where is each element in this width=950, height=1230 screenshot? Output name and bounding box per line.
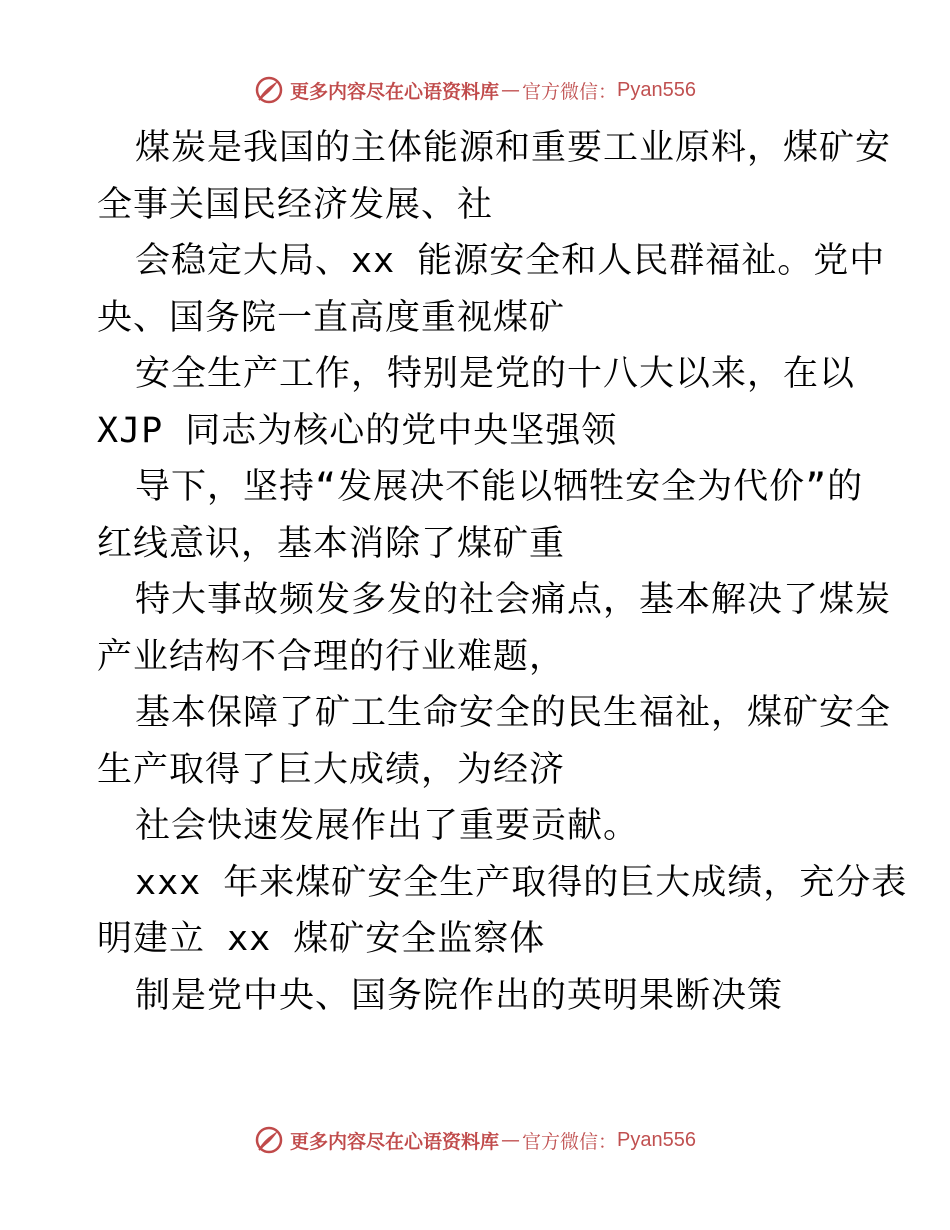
- text-line: 明建立 xx 煤矿安全监察体: [97, 919, 546, 959]
- banner-official-label: 官方微信：: [522, 80, 618, 103]
- banner-wechat-id: Pyan556: [617, 1128, 696, 1151]
- text-line: xxx 年来煤矿安全生产取得的巨大成绩，充分表: [135, 862, 908, 903]
- banner-dash: —: [501, 79, 521, 101]
- text-line: 红线意识，基本消除了煤矿重: [97, 523, 566, 564]
- quill-pen-logo-icon: [254, 75, 284, 105]
- text-line: 会稳定大局、xx 能源安全和人民群福祉。党中: [135, 241, 886, 281]
- text-line: 导下，坚持“发展决不能以牺牲安全为代价”的: [135, 467, 864, 507]
- banner-dash: —: [501, 1129, 521, 1151]
- text-line: XJP 同志为核心的党中央坚强领: [97, 410, 618, 451]
- text-line: 生产取得了巨大成绩，为经济: [97, 749, 566, 790]
- header-banner: [0, 70, 950, 110]
- banner-brand: 更多内容尽在心语资料库: [290, 80, 500, 103]
- text-line: 基本保障了矿工生命安全的民生福祉，煤矿安全: [135, 693, 892, 733]
- banner-brand: 更多内容尽在心语资料库: [290, 1130, 500, 1153]
- text-line: 产业结构不合理的行业难题，: [97, 636, 566, 677]
- banner-official-label: 官方微信：: [522, 1130, 618, 1153]
- text-line: 社会快速发展作出了重要贡献。: [135, 806, 640, 846]
- text-line: 煤炭是我国的主体能源和重要工业原料，煤矿安: [135, 128, 892, 168]
- document-body: [97, 120, 908, 1024]
- text-line: 央、国务院一直高度重视煤矿: [97, 297, 566, 338]
- banner-wechat-id: Pyan556: [617, 78, 696, 101]
- text-line: 安全生产工作，特别是党的十八大以来，在以: [135, 354, 856, 394]
- text-line: 特大事故频发多发的社会痛点，基本解决了煤炭: [135, 580, 892, 620]
- text-line: 制是党中央、国务院作出的英明果断决策: [135, 975, 784, 1016]
- text-line: 全事关国民经济发展、社: [97, 184, 494, 225]
- quill-pen-logo-icon: [254, 1125, 284, 1155]
- footer-banner: [0, 1120, 950, 1160]
